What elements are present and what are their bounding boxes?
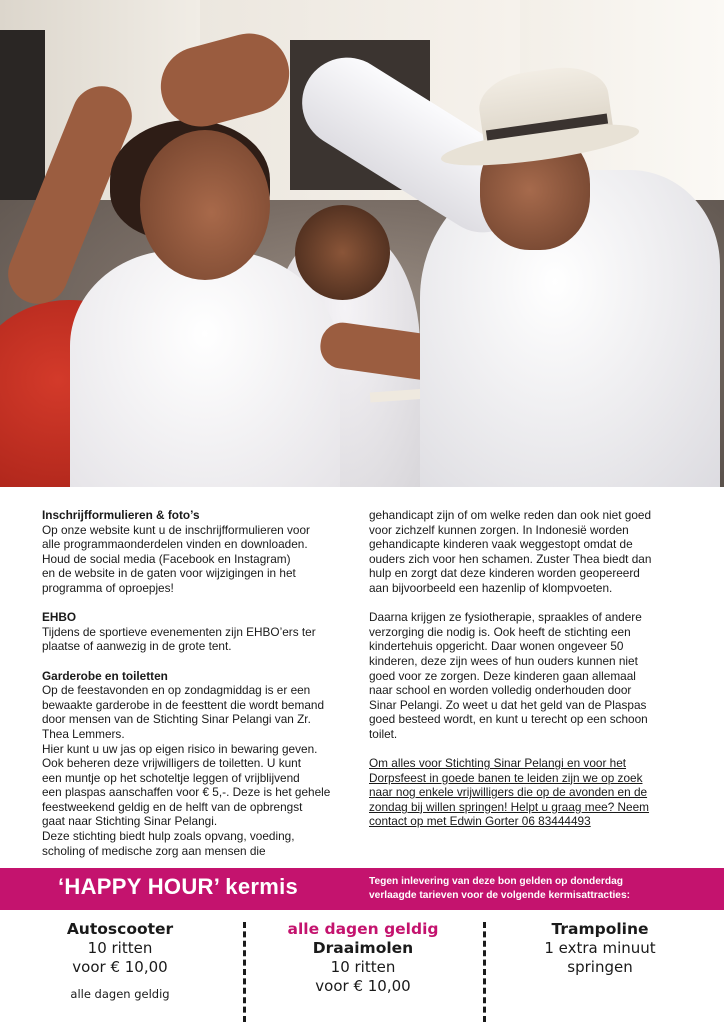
body-line: programma of oproepjes! <box>42 580 174 595</box>
body-line: gehandicapt zijn of om welke reden dan ook niet goed <box>369 508 652 522</box>
body-line: Op onze website kunt u de inschrijfformulieren voor <box>42 522 310 537</box>
body-line: gehandicapte kinderen vaak weggestopt omdat de <box>369 537 633 552</box>
coupon-offer-line: 10 ritten <box>87 939 153 957</box>
body-line: Daarna krijgen ze fysiotherapie, spraakles of andere <box>369 610 642 625</box>
hero-photo-dancing-couple <box>0 0 724 487</box>
happy-hour-note <box>369 875 689 903</box>
coupon-dashed-divider <box>243 922 246 1022</box>
body-line: hulp en zorgt dat deze kinderen worden geopereerd <box>369 566 640 581</box>
volunteer-call-line: naar nog enkele vrijwilligers die op de avonden en de <box>369 785 648 800</box>
volunteer-call-line: zondag bij willen springen! Helpt u graag mee? Neem <box>369 799 650 814</box>
volunteer-call-line: Om alles voor Stichting Sinar Pelangi en voor het <box>369 756 627 771</box>
photo-woman-face <box>140 130 270 280</box>
happy-hour-note-line: Tegen inlevering van deze bon gelden op donderdag <box>369 876 623 887</box>
coupon-draaimolen <box>258 920 468 996</box>
body-line: feestweekend geldig en de helft van de opbrengst <box>42 799 303 814</box>
body-line: plaatse of aanwezig in de grote tent. <box>42 639 232 654</box>
coupon-trampoline <box>505 920 695 977</box>
coupon-offer-line: 1 extra minuut <box>544 939 656 957</box>
happy-hour-title: ‘HAPPY HOUR’ kermis <box>58 874 299 899</box>
article-columns <box>42 508 692 858</box>
body-line: bewaakte garderobe in de feesttent die wordt bemand <box>42 697 325 712</box>
body-line: kindertehuis opgericht. Daar wonen ongeveer 50 <box>369 639 624 654</box>
coupon-offer-line: voor € 10,00 <box>72 958 168 976</box>
coupon-autoscooter <box>30 920 210 1001</box>
body-line: goed besteed wordt, en kunt u terecht op een schoon <box>369 712 648 727</box>
body-line: door mensen van de Stichting Sinar Pelangi van Zr. <box>42 712 311 727</box>
section-heading-ehbo: EHBO <box>42 610 77 625</box>
body-line: aan bijvoorbeeld een hazenlip of klompvoeten. <box>369 580 613 595</box>
body-line: een muntje op het schoteltje leggen of vrijblijvend <box>42 770 300 785</box>
coupon-attraction-name: Autoscooter <box>66 920 174 938</box>
body-line: Sinar Pelangi. Zo weet u dat het geld van de Plaspas <box>369 697 647 712</box>
coupon-offer-line: springen <box>567 958 633 976</box>
section-heading-registration: Inschrijfformulieren & foto’s <box>42 508 200 522</box>
coupon-offer-line: voor € 10,00 <box>315 977 411 995</box>
body-line: alle programmaonderdelen vinden en downloaden. <box>42 537 308 552</box>
coupon-offer-line: 10 ritten <box>330 958 396 976</box>
happy-hour-note-line: verlaagde tarieven voor de volgende kermisattracties: <box>369 890 631 901</box>
photo-woman-white-dress <box>70 250 340 487</box>
body-line: Hier kunt u uw jas op eigen risico in bewaring geven. <box>42 741 318 756</box>
body-line: Op de feestavonden en op zondagmiddag is er een <box>42 683 311 698</box>
body-line: verzorging die nodig is. Ook heeft de stichting een <box>369 624 631 639</box>
coupon-attraction-name: Trampoline <box>551 920 649 938</box>
body-line: gaat naar Stichting Sinar Pelangi. <box>42 814 218 829</box>
body-line: en de website in de gaten voor wijzigingen in het <box>42 566 296 581</box>
body-line: voor zichzelf kunnen zorgen. In Indonesië worden <box>369 522 629 537</box>
left-column <box>42 508 352 858</box>
body-line: toilet. <box>369 726 398 741</box>
body-line: ouders zich voor hen schamen. Zuster Thea biedt dan <box>369 551 652 566</box>
coupon-validity-note: alle dagen geldig <box>70 987 170 1001</box>
kermis-coupons <box>0 920 724 1024</box>
body-line: naar school en worden volledig onderhouden door <box>369 683 632 698</box>
body-line: Thea Lemmers. <box>42 726 125 741</box>
section-heading-cloakroom: Garderobe en toiletten <box>42 668 168 683</box>
body-line: scholing of medische zorg aan mensen die <box>42 843 266 858</box>
volunteer-call-line: Dorpsfeest in goede banen te leiden zijn we op zoek <box>369 770 643 785</box>
volunteer-call-line: contact op met Edwin Gorter 06 83444493 <box>369 814 591 829</box>
body-line: Houd de social media (Facebook en Instagram) <box>42 551 291 566</box>
body-line: Tijdens de sportieve evenementen zijn EHBO’ers ter <box>42 624 316 639</box>
photo-window <box>0 30 45 200</box>
body-line: een plaspas aanschaffen voor € 5,-. Deze is het gehele <box>42 785 331 800</box>
coupon-attraction-name: Draaimolen <box>312 939 414 957</box>
coupon-validity-highlight: alle dagen geldig <box>287 920 439 938</box>
coupon-dashed-divider <box>483 922 486 1022</box>
body-line: Deze stichting biedt hulp zoals opvang, voeding, <box>42 829 295 844</box>
body-line: Ook beheren deze vrijwilligers de toiletten. U kunt <box>42 756 302 771</box>
body-line: goed voor ze zorgen. Deze kinderen gaan allemaal <box>369 668 636 683</box>
happy-hour-banner <box>0 868 724 910</box>
body-line: kinderen, deze zijn wees of hun ouders kunnen niet <box>369 653 638 668</box>
right-column <box>369 508 679 829</box>
